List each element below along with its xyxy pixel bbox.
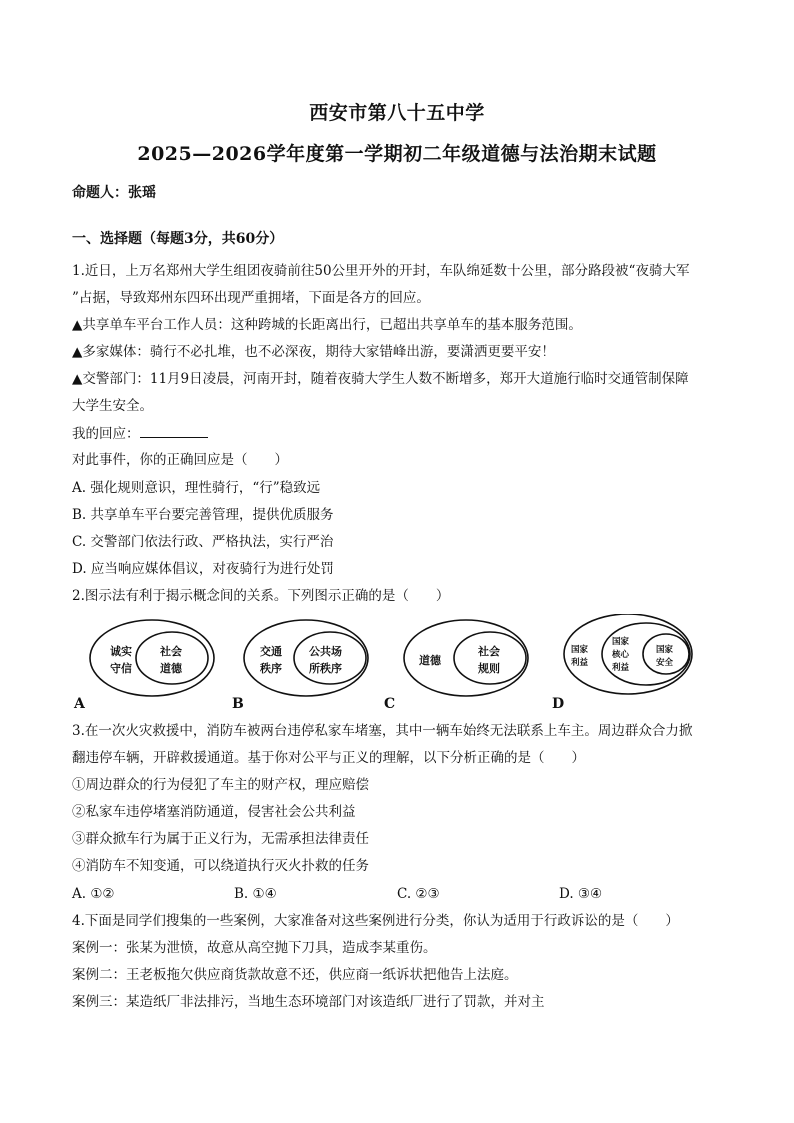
diagram-b-outer-text-1: 交通 [260, 645, 282, 658]
diagram-a-letter: A [74, 696, 85, 712]
diagram-b-inner-text-1: 公共场 [309, 645, 342, 658]
q2-stem: 2.图示法有利于揭示概念间的关系。下列图示正确的是（ ） [72, 588, 450, 604]
q1-option-b: B. 共享单车平台要完善管理，提供优质服务 [72, 507, 334, 523]
q1-stem-line2: ”占据，导致郑州东四环出现严重拥堵，下面是各方的回应。 [72, 290, 430, 306]
q4-stem: 4.下面是同学们搜集的一些案例，大家准备对这些案例进行分类，你认为适用于行政诉讼的是（ ） [72, 913, 679, 929]
diagram-a-outer-text-2: 守信 [110, 662, 132, 675]
q1-option-a: A. 强化规则意识，理性骑行，“行”稳致远 [72, 480, 321, 496]
diagram-c-inner-ellipse [454, 632, 526, 684]
school-name: 西安市第八十五中学 [309, 102, 485, 124]
diagram-a [73, 620, 214, 712]
q1-stem-line1: 1.近日，上万名郑州大学生组团夜骑前往50公里开外的开封，车队绵延数十公里，部分路段被“夜骑大军 [72, 263, 690, 279]
q3-option-d: D. ③④ [559, 886, 603, 902]
q1-response-police-line2: 大学生安全。 [72, 398, 153, 414]
q3-stem-line2: 翻违停车辆，开辟救援通道。基于你对公平与正义的理解，以下分析正确的是（ ） [72, 750, 585, 766]
diagram-d-middle-text-3: 利益 [612, 663, 630, 673]
author-line: 命题人：张瑶 [72, 185, 156, 201]
q2-diagrams [72, 614, 722, 714]
q3-option-c: C. ②③ [397, 886, 440, 902]
diagram-a-outer-text-1: 诚实 [110, 645, 132, 658]
q3-statement-3: ③群众掀车行为属于正义行为，无需承担法律责任 [72, 831, 369, 847]
diagram-c-inner-text-2: 规则 [478, 662, 500, 675]
q1-my-response [72, 424, 208, 443]
q4-case-3: 案例三：某造纸厂非法排污，当地生态环境部门对该造纸厂进行了罚款，并对主 [72, 994, 545, 1010]
q1-response-media: ▲多家媒体：骑行不必扎堆，也不必深夜，期待大家错峰出游，要潇洒更要平安！ [72, 344, 555, 360]
diagram-b-inner-ellipse [294, 632, 366, 684]
diagram-b-outer-text-2: 秩序 [260, 662, 282, 675]
q3-statement-4: ④消防车不知变通，可以绕道执行灭火扑救的任务 [72, 858, 369, 874]
diagram-a-outer-ellipse [90, 620, 214, 696]
q1-my-response-label: 我的回应： [72, 426, 140, 442]
diagram-d [552, 614, 692, 712]
q1-option-c: C. 交警部门依法行政、严格执法，实行严治 [72, 534, 334, 550]
q1-response-platform: ▲共享单车平台工作人员：这种跨城的长距离出行，已超出共享单车的基本服务范围。 [72, 317, 582, 333]
diagram-d-inner-text-1: 国家 [656, 645, 674, 655]
diagram-b [232, 620, 368, 712]
diagram-d-outer-text-2: 利益 [571, 658, 589, 668]
q4-case-1: 案例一：张某为泄愤，故意从高空抛下刀具，造成李某重伤。 [72, 940, 437, 956]
q1-response-police-line1: ▲交警部门：11月9日凌晨，河南开封，随着夜骑大学生人数不断增多，郑开大道施行临时交通管制保障 [72, 371, 689, 387]
q3-option-a: A. ①② [72, 886, 115, 902]
exam-title: 2025—2026学年度第一学期初二年级道德与法治期末试题 [137, 143, 657, 165]
q3-statement-2: ②私家车违停堵塞消防通道，侵害社会公共利益 [72, 804, 356, 820]
q1-prompt: 对此事件，你的正确回应是（ ） [72, 452, 288, 468]
diagram-b-outer-ellipse [244, 620, 368, 696]
diagram-d-middle-text-2: 核心 [612, 650, 630, 660]
diagram-b-inner-text-2: 所秩序 [309, 662, 342, 675]
answer-blank[interactable] [140, 424, 208, 438]
q3-option-b: B. ①④ [234, 886, 277, 902]
diagram-a-inner-ellipse [136, 632, 208, 684]
diagram-d-middle-text-1: 国家 [612, 637, 630, 647]
section-heading: 一、选择题（每题3分，共60分） [72, 231, 284, 247]
diagram-b-letter: B [232, 696, 244, 712]
diagram-a-inner-text-1: 社会 [160, 645, 182, 658]
q4-case-2: 案例二：王老板拖欠供应商货款故意不还，供应商一纸诉状把他告上法庭。 [72, 967, 518, 983]
diagram-c [384, 620, 528, 712]
diagram-d-letter: D [552, 696, 565, 712]
diagram-c-letter: C [384, 696, 396, 712]
diagram-d-outer-text-1: 国家 [571, 645, 589, 655]
diagram-c-inner-text-1: 社会 [478, 645, 500, 658]
q3-stem-line1: 3.在一次火灾救援中，消防车被两台违停私家车堵塞，其中一辆车始终无法联系上车主。周边群众合力掀 [72, 723, 693, 739]
q1-option-d: D. 应当响应媒体倡议，对夜骑行为进行处罚 [72, 561, 334, 577]
diagram-a-inner-text-2: 道德 [160, 662, 182, 675]
diagram-d-inner-text-2: 安全 [656, 658, 674, 668]
q3-statement-1: ①周边群众的行为侵犯了车主的财产权，理应赔偿 [72, 777, 369, 793]
diagram-c-outer-text-1: 道德 [419, 654, 441, 667]
